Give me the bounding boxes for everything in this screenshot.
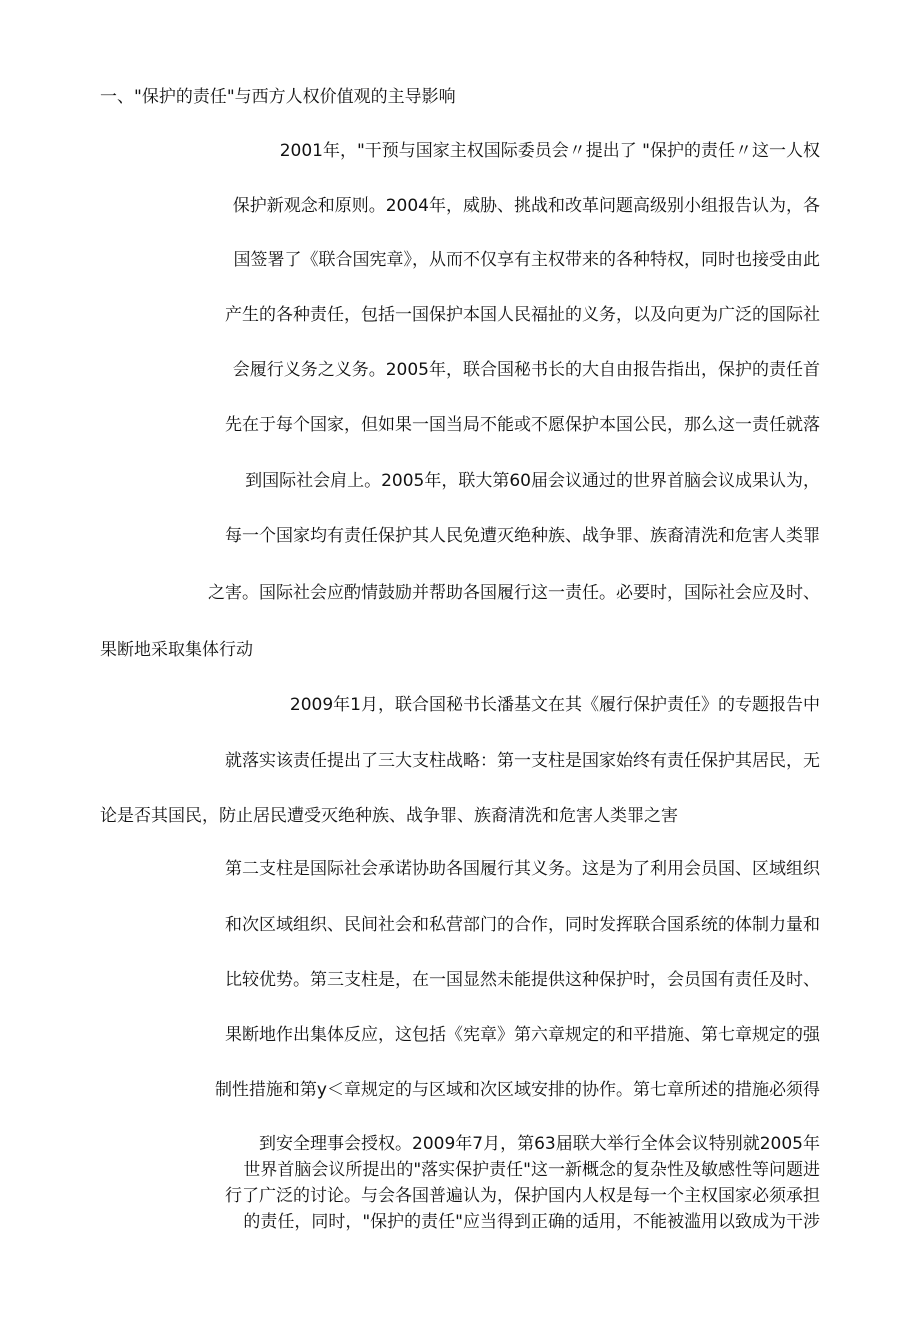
section-heading: 一、"保护的责任"与西方人权价值观的主导影响	[100, 87, 456, 107]
paragraph-line: 国签署了《联合国宪章》，从而不仅享有主权带来的各种特权，同时也接受由此	[233, 250, 820, 270]
paragraph-line: 和次区域组织、民间社会和私营部门的合作，同时发挥联合国系统的体制力量和	[225, 915, 820, 935]
paragraph-line: 先在于每个国家，但如果一国当局不能或不愿保护本国公民，那么这一责任就落	[225, 415, 820, 435]
paragraph-line: 行了广泛的讨论。与会各国普遍认为，保护国内人权是每一个主权国家必须承担	[225, 1186, 820, 1206]
paragraph-line: 保护新观念和原则。2004年，威胁、挑战和改革问题高级别小组报告认为，各	[232, 196, 820, 216]
paragraph-line: 2001年，"干预与国家主权国际委员会〃提出了 "保护的责任〃这一人权	[279, 141, 820, 161]
paragraph-line: 的责任，同时，"保护的责任"应当得到正确的适用，不能被滥用以致成为干涉	[243, 1212, 820, 1232]
paragraph-line: 比较优势。第三支柱是，在一国显然未能提供这种保护时，会员国有责任及时、	[225, 970, 820, 990]
paragraph-line: 2009年1月，联合国秘书长潘基文在其《履行保护责任》的专题报告中	[289, 695, 820, 715]
paragraph-line: 产生的各种责任，包括一国保护本国人民福扯的义务，以及向更为广泛的国际社	[225, 305, 820, 325]
paragraph-line: 每一个国家均有责任保护其人民免遭灭绝种族、战争罪、族裔清洗和危害人类罪	[225, 526, 820, 546]
paragraph-line: 制性措施和第y＜章规定的与区域和次区域安排的协作。第七章所述的措施必须得	[214, 1080, 820, 1100]
paragraph-line: 果断地作出集体反应，这包括《宪章》第六章规定的和平措施、第七章规定的强	[225, 1025, 820, 1045]
paragraph-line: 到安全理事会授权。2009年7月，第63届联大举行全体会议特别就2005年	[259, 1134, 820, 1154]
paragraph-line: 就落实该责任提出了三大支柱战略：第一支柱是国家始终有责任保护其居民，无	[225, 751, 820, 771]
paragraph-line: 之害。国际社会应酌情鼓励并帮助各国履行这一责任。必要时，国际社会应及时、	[208, 583, 820, 603]
paragraph-line: 第二支柱是国际社会承诺协助各国履行其义务。这是为了利用会员国、区域组织	[225, 859, 820, 879]
paragraph-line: 论是否其国民，防止居民遭受灭绝种族、战争罪、族裔清洗和危害人类罪之害	[100, 806, 678, 826]
paragraph-line: 世界首脑会议所提出的"落实保护责任"这一新概念的复杂性及敏感性等问题进	[243, 1160, 820, 1180]
paragraph-line: 果断地采取集体行动	[100, 640, 253, 660]
paragraph-line: 到国际社会肩上。2005年，联大第60届会议通过的世界首脑会议成果认为，	[245, 471, 820, 491]
paragraph-line: 会履行义务之义务。2005年，联合国秘书长的大自由报告指出，保护的责任首	[232, 360, 820, 380]
